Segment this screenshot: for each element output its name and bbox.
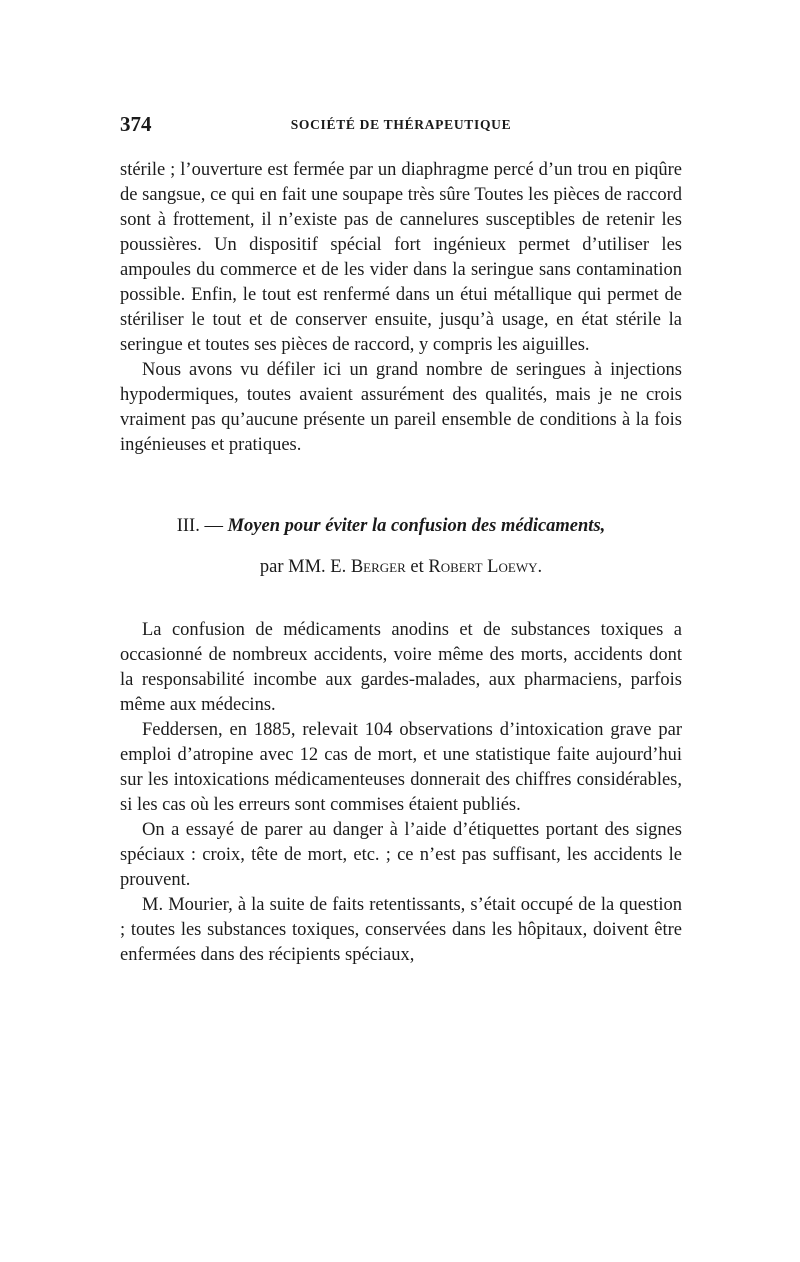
paragraph: Nous avons vu défiler ici un grand nombre de seringues à injections hypodermiques, toutes avaient assurément des qualités, mais je ne crois vraiment pas qu’aucune présente un pareil ensemble de conditions à la fois ingénieuses et pratiques. [120, 360, 682, 455]
section-authors [120, 555, 682, 580]
section-heading [120, 514, 682, 539]
section-title: Moyen pour éviter la confusion des médicaments, [227, 516, 606, 536]
author-berger: Berger [350, 557, 406, 577]
body-text-top [120, 158, 682, 458]
running-header [120, 112, 682, 142]
running-title: SOCIÉTÉ DE THÉRAPEUTIQUE [290, 117, 512, 132]
section-dash: — [204, 516, 223, 536]
authors-and: et [410, 557, 424, 577]
author-loewy: Robert Loewy. [428, 557, 543, 577]
paragraph: Feddersen, en 1885, relevait 104 observations d’intoxication grave par emploi d’atropine avec 12 cas de mort, et une statistique faite aujourd’hui sur les intoxications médicamenteuses donnerait des chiffres considérables, si les cas où les erreurs sont commises étaient publiés. [120, 720, 682, 815]
paragraph-continued: stérile ; l’ouverture est fermée par un diaphragme percé d’un trou en piqûre de sangsue, ce qui en fait une soupape très sûre Toutes les pièces de raccord sont à frottement, il n’existe pas de cannelures susceptibles de retenir les poussières. Un dispositif spécial fort ingénieux permet d’utiliser les ampoules du commerce et de les vider dans la seringue sans contamination possible. Enfin, le tout est renfermé dans un étui métallique qui permet de stériliser le tout et de conserver ensuite, jusqu’à usage, en état stérile la seringue et toutes ses pièces de raccord, y compris les aiguilles. [120, 160, 682, 355]
body-text-bottom [120, 618, 682, 968]
book-page [120, 112, 682, 968]
paragraph: On a essayé de parer au danger à l’aide d’étiquettes portant des signes spéciaux : croix, tête de mort, etc. ; ce n’est pas suffisant, les accidents le prouvent. [120, 820, 682, 890]
paragraph: M. Mourier, à la suite de faits retentissants, s’était occupé de la question ; toutes les substances toxiques, conservées dans les hôpitaux, doivent être enfermées dans des récipients spéciaux, [120, 895, 682, 965]
section-number: III. [176, 516, 200, 536]
paragraph: La confusion de médicaments anodins et de substances toxiques a occasionné de nombreux accidents, voire même des morts, accidents dont la responsabilité incombe aux gardes-malades, aux pharmaciens, parfois même aux médecins. [120, 620, 682, 715]
page-number: 374 [120, 112, 152, 136]
authors-prefix: par MM. E. [259, 557, 347, 577]
